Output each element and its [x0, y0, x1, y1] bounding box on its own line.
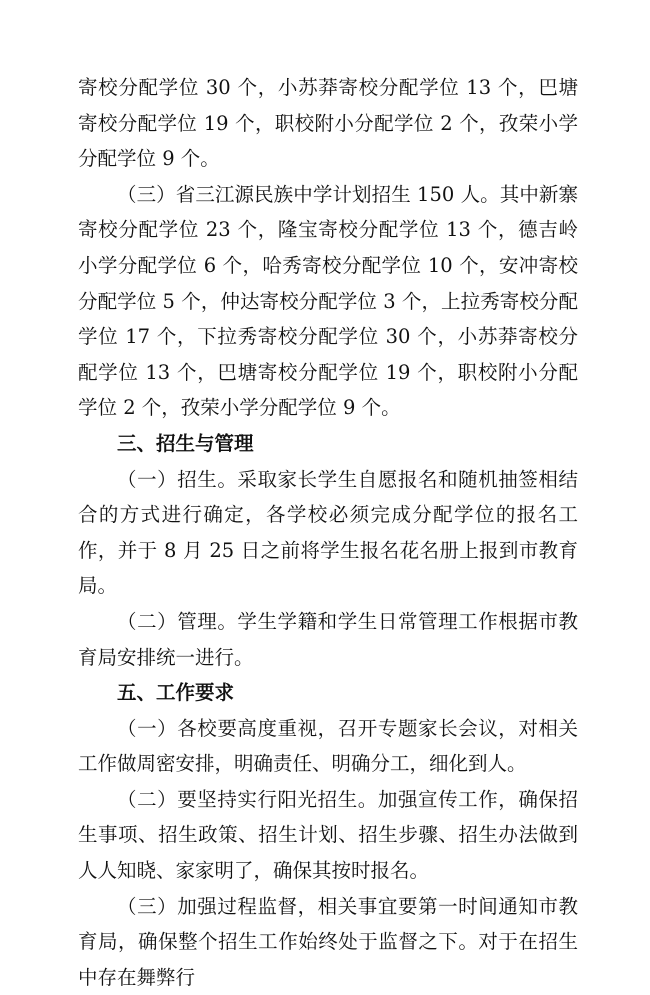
- paragraph-requirement-1: （一）各校要高度重视，召开专题家长会议，对相关工作做周密安排，明确责任、明确分工，细化到人。: [78, 716, 578, 776]
- paragraph-enrollment: （一）招生。采取家长学生自愿报名和随机抽签相结合的方式进行确定，各学校必须完成分配学位的报名工作，并于 8 月 25 日之前将学生报名花名册上报到市教育局。: [78, 467, 578, 598]
- paragraph-requirement-2: （二）要坚持实行阳光招生。加强宣传工作，确保招生事项、招生政策、招生计划、招生步骤、招生办法做到人人知晓、家家明了，确保其按时报名。: [78, 787, 578, 883]
- section-heading-work-requirements: 五、工作要求: [117, 681, 235, 705]
- paragraph-management: （二）管理。学生学籍和学生日常管理工作根据市教育局安排统一进行。: [78, 609, 578, 669]
- paragraph-continued: 寄校分配学位 30 个，小苏莽寄校分配学位 13 个，巴塘寄校分配学位 19 个，职校附小分配学位 2 个，孜荣小学分配学位 9 个。: [78, 76, 578, 171]
- paragraph-requirement-3: （三）加强过程监督，相关事宜要第一时间通知市教育局，确保整个招生工作始终处于监督之下。对于在招生中存在舞弊行: [78, 894, 578, 989]
- section-heading-enrollment-management: 三、招生与管理: [117, 431, 254, 455]
- document-body: [78, 70, 578, 995]
- paragraph-item-3: （三）省三江源民族中学计划招生 150 人。其中新寨寄校分配学位 23 个，隆宝寄校分配学位 13 个，德吉岭小学分配学位 6 个，哈秀寄校分配学位 10 个，安冲寄校分配学位 5 个，仲达寄校分配学位 3 个，上拉秀寄校分配学位 17 个，下拉秀寄校分配学位 30 个，小苏莽寄校分配学位 13 个，巴塘寄校分配学位 19 个，职校附小分配学位 2 个，孜荣小学分配学位 9 个。: [78, 182, 578, 420]
